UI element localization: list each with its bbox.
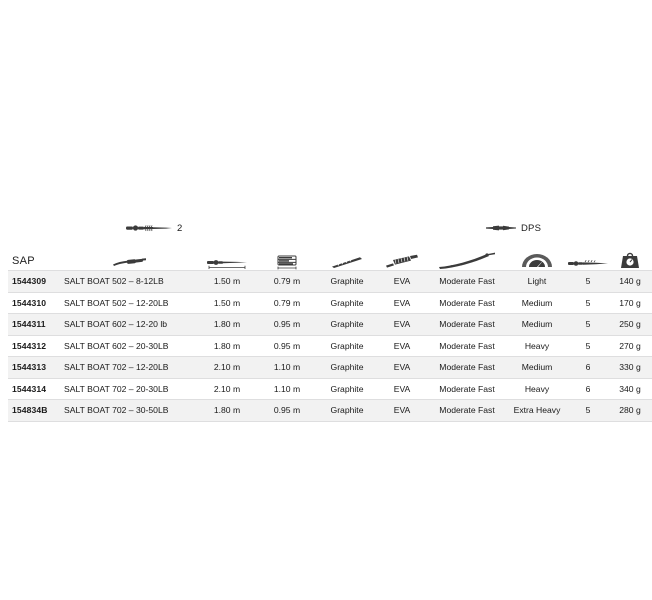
- cell-sap: 1544309: [8, 271, 60, 293]
- cell-action: Moderate Fast: [428, 378, 506, 400]
- cell-action: Moderate Fast: [428, 314, 506, 336]
- table-row: [8, 357, 652, 379]
- cell-sections: 5: [568, 335, 608, 357]
- column-header-length: [198, 237, 256, 271]
- cell-weight: 330 g: [608, 357, 652, 379]
- cell-material: Graphite: [318, 314, 376, 336]
- blank-material-icon: [330, 254, 364, 270]
- table-row: [8, 314, 652, 336]
- cell-material: Graphite: [318, 335, 376, 357]
- cell-transport-length: 1.10 m: [256, 357, 318, 379]
- table-row: [8, 378, 652, 400]
- cell-action: Moderate Fast: [428, 335, 506, 357]
- column-header-power: [506, 237, 568, 271]
- cell-handle: EVA: [376, 357, 428, 379]
- cell-transport-length: 0.95 m: [256, 314, 318, 336]
- cell-sap: 1544313: [8, 357, 60, 379]
- column-header-transport-length: [256, 237, 318, 271]
- cell-sections: 6: [568, 357, 608, 379]
- cell-power: Light: [506, 271, 568, 293]
- cell-model: SALT BOAT 602 – 20-30LB: [60, 335, 198, 357]
- cell-material: Graphite: [318, 357, 376, 379]
- column-header-handle: [376, 237, 428, 271]
- cell-power: Heavy: [506, 378, 568, 400]
- rod-action-icon: [437, 252, 497, 270]
- cell-transport-length: 0.95 m: [256, 400, 318, 422]
- cell-power: Medium: [506, 292, 568, 314]
- cell-action: Moderate Fast: [428, 400, 506, 422]
- grip-material-icon: [385, 254, 419, 270]
- cell-length: 1.80 m: [198, 314, 256, 336]
- cell-sap: 1544312: [8, 335, 60, 357]
- cell-model: SALT BOAT 602 – 12-20 lb: [60, 314, 198, 336]
- cell-material: Graphite: [318, 271, 376, 293]
- column-header-material: [318, 237, 376, 271]
- rod-sections-icon: [126, 221, 172, 235]
- cell-material: Graphite: [318, 292, 376, 314]
- cell-sections: 5: [568, 314, 608, 336]
- cell-handle: EVA: [376, 378, 428, 400]
- cell-action: Moderate Fast: [428, 292, 506, 314]
- column-header-weight: [608, 237, 652, 271]
- cell-sap: 154834B: [8, 400, 60, 422]
- rod-handle-dps-icon: [486, 221, 516, 235]
- weight-icon: [619, 250, 641, 270]
- column-header-sap: SAP: [12, 255, 35, 267]
- annotation-sections-label: 2: [177, 222, 183, 234]
- cell-sap: 1544310: [8, 292, 60, 314]
- specification-table-container: [8, 205, 641, 422]
- rod-length-icon: [207, 254, 247, 270]
- table-row: [8, 400, 652, 422]
- table-row: [8, 292, 652, 314]
- cell-transport-length: 0.79 m: [256, 292, 318, 314]
- cell-length: 1.50 m: [198, 271, 256, 293]
- table-row: [8, 271, 652, 293]
- cell-handle: EVA: [376, 335, 428, 357]
- rod-model-icon: [112, 254, 146, 270]
- table-header-row: [8, 237, 652, 271]
- column-header-model: [60, 237, 198, 271]
- cell-handle: EVA: [376, 400, 428, 422]
- column-header-action: [428, 237, 506, 271]
- cell-weight: 140 g: [608, 271, 652, 293]
- cell-power: Medium: [506, 357, 568, 379]
- cell-power: Heavy: [506, 335, 568, 357]
- cell-weight: 170 g: [608, 292, 652, 314]
- cell-handle: EVA: [376, 314, 428, 336]
- cell-transport-length: 0.95 m: [256, 335, 318, 357]
- cell-model: SALT BOAT 502 – 8-12LB: [60, 271, 198, 293]
- cell-length: 1.80 m: [198, 400, 256, 422]
- cell-model: SALT BOAT 502 – 12-20LB: [60, 292, 198, 314]
- cell-sap: 1544314: [8, 378, 60, 400]
- column-header-sections: [568, 237, 608, 271]
- cell-model: SALT BOAT 702 – 12-20LB: [60, 357, 198, 379]
- cell-model: SALT BOAT 702 – 20-30LB: [60, 378, 198, 400]
- cell-weight: 250 g: [608, 314, 652, 336]
- cell-sections: 5: [568, 292, 608, 314]
- cell-sections: 6: [568, 378, 608, 400]
- icon-annotation-row: [8, 205, 592, 237]
- cell-length: 1.50 m: [198, 292, 256, 314]
- cell-action: Moderate Fast: [428, 271, 506, 293]
- cell-handle: EVA: [376, 271, 428, 293]
- cell-action: Moderate Fast: [428, 357, 506, 379]
- rod-power-icon: [520, 252, 554, 270]
- cell-sections: 5: [568, 400, 608, 422]
- cell-model: SALT BOAT 702 – 30-50LB: [60, 400, 198, 422]
- table-body: [8, 271, 652, 422]
- rod-sections-count-icon: [568, 256, 608, 270]
- cell-sections: 5: [568, 271, 608, 293]
- cell-power: Extra Heavy: [506, 400, 568, 422]
- cell-weight: 280 g: [608, 400, 652, 422]
- cell-material: Graphite: [318, 400, 376, 422]
- cell-length: 2.10 m: [198, 357, 256, 379]
- cell-transport-length: 0.79 m: [256, 271, 318, 293]
- cell-handle: EVA: [376, 292, 428, 314]
- cell-length: 2.10 m: [198, 378, 256, 400]
- cell-power: Medium: [506, 314, 568, 336]
- annotation-dps-label: DPS: [521, 222, 542, 234]
- cell-weight: 340 g: [608, 378, 652, 400]
- specification-table: [8, 237, 652, 422]
- annotation-sections: [126, 221, 182, 235]
- cell-length: 1.80 m: [198, 335, 256, 357]
- annotation-dps: [486, 221, 541, 235]
- cell-transport-length: 1.10 m: [256, 378, 318, 400]
- cell-sap: 1544311: [8, 314, 60, 336]
- transport-length-icon: [274, 252, 300, 270]
- table-row: [8, 335, 652, 357]
- cell-material: Graphite: [318, 378, 376, 400]
- cell-weight: 270 g: [608, 335, 652, 357]
